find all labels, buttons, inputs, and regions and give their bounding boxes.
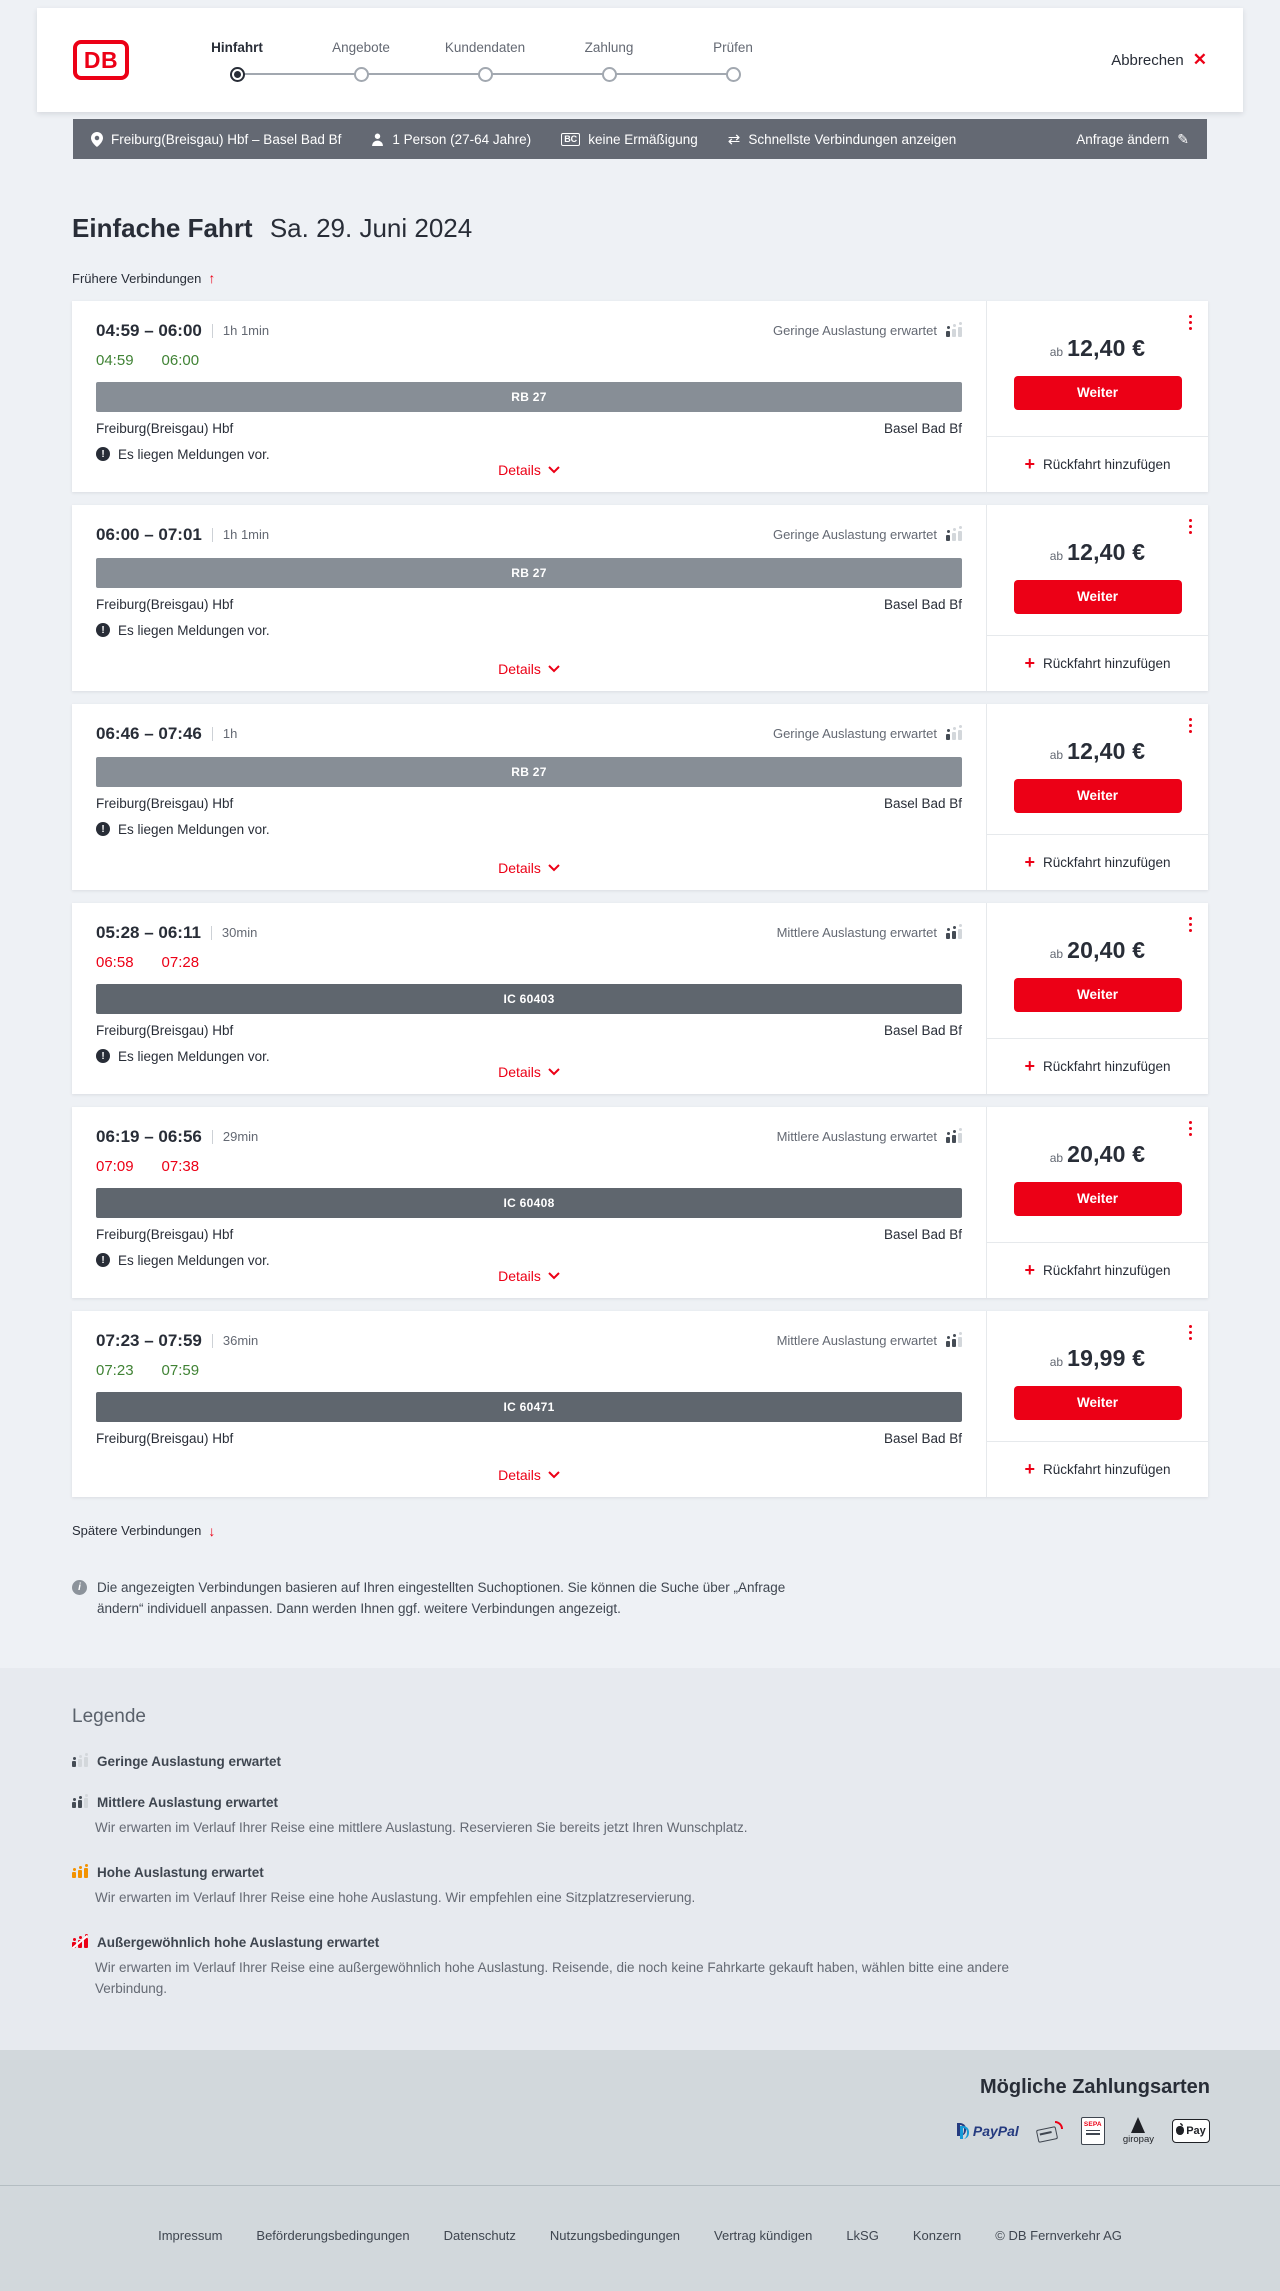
legend-item-extreme: Außergewöhnlich hohe Auslastung erwartet Wir erwarten im Verlauf Ihrer Reise eine außergewöhnlich hohe Auslastung. Reisende, die noch keine Fahrkarte gekauft haben, wählen bitte eine andere Verbindung. <box>72 1935 1208 2000</box>
price: ab 12,40 € <box>1049 334 1146 361</box>
price: ab 12,40 € <box>1049 538 1146 565</box>
booking-panel <box>986 903 1208 1094</box>
train-label: RB 27 <box>511 565 547 580</box>
step-kundendaten[interactable]: Kundendaten <box>423 40 547 82</box>
stations-row <box>96 1227 962 1242</box>
messages-label: Es liegen Meldungen vor. <box>118 1252 270 1268</box>
connection-summary <box>72 301 986 492</box>
train-label: RB 27 <box>511 389 547 404</box>
later-connections-button[interactable]: Spätere Verbindungen ↓ <box>72 1522 216 1539</box>
booking-panel <box>986 1107 1208 1298</box>
step-dot-icon <box>726 67 741 82</box>
train-line-bar[interactable] <box>96 757 962 787</box>
train-line-bar[interactable] <box>96 382 962 412</box>
occupancy-label: Mittlere Auslastung erwartet <box>776 925 937 940</box>
plus-icon: + <box>1024 454 1035 474</box>
train-line-bar[interactable] <box>96 984 962 1014</box>
price: ab 20,40 € <box>1049 936 1146 963</box>
divider <box>211 926 212 940</box>
occupancy-label: Mittlere Auslastung erwartet <box>776 1333 937 1348</box>
train-label: IC 60408 <box>503 1195 555 1210</box>
apple-pay-icon: Pay <box>1172 2119 1210 2143</box>
occupancy-label: Geringe Auslastung erwartet <box>772 527 937 542</box>
connection-summary <box>72 704 986 890</box>
filter-summary <box>728 132 957 147</box>
messages-row <box>96 447 962 462</box>
close-icon: ✕ <box>1192 50 1207 69</box>
footer-link-nutzungsbedingungen[interactable]: Nutzungsbedingungen <box>549 2227 681 2243</box>
step-angebote[interactable]: Angebote <box>299 40 423 82</box>
add-return-button[interactable]: + Rückfahrt hinzufügen <box>1024 1459 1171 1479</box>
connection-summary <box>72 1107 986 1298</box>
cancel-button[interactable] <box>1111 50 1207 70</box>
connection-card <box>72 1311 1208 1497</box>
planned-times: 04:59 – 06:00 <box>96 320 202 340</box>
occupancy-extreme-icon <box>72 1936 88 1948</box>
paypal-icon: PayPal <box>957 2123 1019 2139</box>
price: ab 12,40 € <box>1049 737 1146 764</box>
add-return-button[interactable]: + Rückfahrt hinzufügen <box>1024 454 1171 474</box>
arrow-down-icon: ↓ <box>208 1522 216 1539</box>
db-logo <box>73 40 129 80</box>
realtime-departure: 06:58 <box>96 953 134 971</box>
alert-icon: ! <box>96 822 110 836</box>
train-line-bar[interactable] <box>96 558 962 588</box>
details-button[interactable]: Details <box>498 1064 560 1080</box>
realtime-arrival: 06:00 <box>161 351 200 369</box>
payment-methods <box>70 2117 1210 2145</box>
divider <box>212 727 213 741</box>
legend-desc: Wir erwarten im Verlauf Ihrer Reise eine außergewöhnlich hohe Auslastung. Reisende, die noch keine Fahrkarte gekauft haben, wählen bitte eine andere Verbindung. <box>95 1959 1010 1996</box>
departure-station: Freiburg(Breisgau) Hbf <box>96 1430 234 1446</box>
duration: 30min <box>221 925 258 940</box>
train-line-bar[interactable] <box>96 1392 962 1422</box>
connection-card <box>72 903 1208 1094</box>
connection-summary <box>72 1311 986 1497</box>
departure-station: Freiburg(Breisgau) Hbf <box>96 1022 234 1038</box>
connection-summary <box>72 505 986 691</box>
departure-station: Freiburg(Breisgau) Hbf <box>96 795 234 811</box>
alert-icon: ! <box>96 447 110 461</box>
alert-icon: ! <box>96 623 110 637</box>
contactless-card-icon <box>1037 2121 1063 2141</box>
realtime-times <box>96 954 962 971</box>
plus-icon: + <box>1024 1056 1035 1076</box>
payment-title: Mögliche Zahlungsarten <box>979 2075 1210 2098</box>
occupancy-low-icon <box>72 1755 88 1767</box>
legend-desc: Wir erwarten im Verlauf Ihrer Reise eine mittlere Auslastung. Reservieren Sie bereits jetzt Ihren Wunschplatz. <box>95 1819 748 1835</box>
connection-card <box>72 301 1208 492</box>
footer-link-konzern[interactable]: Konzern <box>912 2227 962 2243</box>
results-main <box>0 159 1280 1666</box>
departure-station: Freiburg(Breisgau) Hbf <box>96 596 234 612</box>
realtime-arrival: 07:28 <box>161 953 200 971</box>
messages-label: Es liegen Meldungen vor. <box>118 1048 270 1064</box>
occupancy-label: Geringe Auslastung erwartet <box>772 323 937 338</box>
realtime-departure: 07:23 <box>96 1361 134 1379</box>
passengers-text: 1 Person (27-64 Jahre) <box>392 131 532 147</box>
footer-link-lksg[interactable]: LkSG <box>846 2227 879 2243</box>
divider <box>212 1334 213 1348</box>
legend-section <box>0 1668 1280 2050</box>
messages-row <box>96 1253 962 1268</box>
step-dot-icon <box>354 67 369 82</box>
giropay-icon: giropay <box>1123 2117 1154 2145</box>
earlier-connections-button[interactable]: Frühere Verbindungen ↑ <box>72 270 216 286</box>
arrow-up-icon: ↑ <box>208 270 216 286</box>
passengers-summary <box>371 132 531 147</box>
divider <box>212 528 213 542</box>
booking-panel <box>986 704 1208 890</box>
filter-text: Schnellste Verbindungen anzeigen <box>748 131 957 147</box>
alert-icon: ! <box>96 1253 110 1267</box>
journey-date: Sa. 29. Juni 2024 <box>269 213 473 243</box>
add-return-button[interactable]: + Rückfahrt hinzufügen <box>1024 852 1171 872</box>
continue-button[interactable]: Weiter <box>1014 580 1182 614</box>
occupancy-label: Mittlere Auslastung erwartet <box>776 1129 937 1144</box>
person-icon <box>371 133 384 146</box>
realtime-arrival: 07:59 <box>161 1361 200 1379</box>
connection-card <box>72 704 1208 890</box>
duration: 1h <box>222 726 238 741</box>
more-options-button[interactable] <box>1185 1321 1197 1345</box>
legend-title: Legende <box>72 1705 146 1727</box>
messages-row <box>96 822 962 837</box>
planned-times: 05:28 – 06:11 <box>96 922 201 942</box>
continue-button[interactable]: Weiter <box>1014 779 1182 813</box>
add-return-button[interactable]: + Rückfahrt hinzufügen <box>1024 1260 1171 1280</box>
step-dot-active-icon <box>230 67 245 82</box>
arrival-station: Basel Bad Bf <box>883 1022 962 1038</box>
sepa-lastschrift-icon: SEPA <box>1081 2117 1105 2145</box>
bahncard-icon: BC <box>561 133 580 146</box>
messages-label: Es liegen Meldungen vor. <box>118 821 270 837</box>
occupancy-low-icon <box>946 325 962 337</box>
realtime-departure: 04:59 <box>96 351 134 369</box>
duration: 36min <box>222 1333 259 1348</box>
occupancy-low-icon <box>946 529 962 541</box>
more-options-button[interactable] <box>1185 714 1197 738</box>
more-options-button[interactable] <box>1185 311 1197 335</box>
duration: 1h 1min <box>222 527 270 542</box>
discount-text: keine Ermäßigung <box>588 131 698 147</box>
more-options-button[interactable] <box>1185 1117 1197 1141</box>
duration: 29min <box>222 1129 259 1144</box>
connection-card <box>72 1107 1208 1298</box>
step-hinfahrt[interactable]: Hinfahrt <box>175 40 299 82</box>
continue-button[interactable]: Weiter <box>1014 1182 1182 1216</box>
legend-item-high: Hohe Auslastung erwartet Wir erwarten im Verlauf Ihrer Reise eine hohe Auslastung. Wir empfehlen eine Sitzplatzreservierung. <box>72 1865 1208 1909</box>
occupancy-label: Geringe Auslastung erwartet <box>772 726 937 741</box>
payment-section <box>0 2050 1280 2185</box>
occupancy-high-icon <box>72 1866 88 1878</box>
realtime-times <box>96 1158 962 1175</box>
db-logo-text: DB <box>83 46 119 73</box>
chevron-down-icon <box>548 1068 560 1076</box>
arrival-station: Basel Bad Bf <box>883 420 962 436</box>
progress-steps <box>175 38 795 82</box>
booking-panel <box>986 505 1208 691</box>
arrival-station: Basel Bad Bf <box>883 795 962 811</box>
app-header <box>37 8 1243 112</box>
step-zahlung[interactable]: Zahlung <box>547 40 671 82</box>
continue-button[interactable]: Weiter <box>1014 1386 1182 1420</box>
chevron-down-icon <box>548 1471 560 1479</box>
price: ab 19,99 € <box>1049 1344 1146 1371</box>
step-pruefen[interactable]: Prüfen <box>671 40 795 82</box>
legend-item-mid: Mittlere Auslastung erwartet Wir erwarten im Verlauf Ihrer Reise eine mittlere Auslastung. Reservieren Sie bereits jetzt Ihren Wunschplatz. <box>72 1795 1208 1839</box>
departure-station: Freiburg(Breisgau) Hbf <box>96 1226 234 1242</box>
stations-row <box>96 1431 962 1446</box>
connection-card <box>72 505 1208 691</box>
footer-link-datenschutz[interactable]: Datenschutz <box>443 2227 516 2243</box>
info-icon: i <box>72 1580 87 1595</box>
occupancy-mid-icon <box>72 1796 88 1808</box>
planned-times: 07:23 – 07:59 <box>96 1330 202 1350</box>
messages-label: Es liegen Meldungen vor. <box>118 622 270 638</box>
occupancy-mid-icon <box>946 1131 962 1143</box>
journey-type: Einfache Fahrt <box>72 213 253 243</box>
details-button[interactable]: Details <box>498 860 560 876</box>
edit-request-label: Anfrage ändern <box>1076 131 1170 147</box>
edit-request-button[interactable] <box>1076 131 1189 148</box>
realtime-departure: 07:09 <box>96 1157 134 1175</box>
stations-row <box>96 796 962 811</box>
occupancy-mid-icon <box>946 927 962 939</box>
arrival-station: Basel Bad Bf <box>883 1226 962 1242</box>
site-footer <box>0 2185 1280 2291</box>
step-dot-icon <box>602 67 617 82</box>
connection-list <box>72 301 1208 1497</box>
legend-item-low: Geringe Auslastung erwartet <box>72 1754 1208 1769</box>
add-return-button[interactable]: + Rückfahrt hinzufügen <box>1024 653 1171 673</box>
planned-times: 06:00 – 07:01 <box>96 524 202 544</box>
plus-icon: + <box>1024 852 1035 872</box>
route-text: Freiburg(Breisgau) Hbf – Basel Bad Bf <box>111 131 342 147</box>
planned-times: 06:19 – 06:56 <box>96 1126 202 1146</box>
plus-icon: + <box>1024 1459 1035 1479</box>
continue-button[interactable]: Weiter <box>1014 376 1182 410</box>
chevron-down-icon <box>548 864 560 872</box>
more-options-button[interactable] <box>1185 913 1197 937</box>
train-label: RB 27 <box>511 764 547 779</box>
swap-arrows-icon: ⇄ <box>727 130 741 148</box>
arrival-station: Basel Bad Bf <box>883 1430 962 1446</box>
messages-row <box>96 623 962 638</box>
chevron-down-icon <box>548 665 560 673</box>
plus-icon: + <box>1024 653 1035 673</box>
chevron-down-icon <box>548 466 560 474</box>
footer-link-impressum[interactable]: Impressum <box>158 2227 223 2243</box>
query-summary-bar <box>73 119 1207 159</box>
planned-times: 06:46 – 07:46 <box>96 723 202 743</box>
booking-panel <box>986 301 1208 492</box>
connection-summary <box>72 903 986 1094</box>
page-title <box>72 213 1208 244</box>
duration: 1h 1min <box>222 323 270 338</box>
discount-summary <box>561 132 698 147</box>
alert-icon: ! <box>96 1049 110 1063</box>
occupancy-mid-icon <box>946 1335 962 1347</box>
details-button[interactable]: Details <box>498 1268 560 1284</box>
footer-link-befoerderungsbedingungen[interactable]: Beförderungsbedingungen <box>256 2227 410 2243</box>
details-button[interactable]: Details <box>498 1467 560 1483</box>
divider <box>212 1130 213 1144</box>
train-label: IC 60471 <box>503 1399 555 1414</box>
chevron-down-icon <box>548 1272 560 1280</box>
more-options-button[interactable] <box>1185 515 1197 539</box>
legend-desc: Wir erwarten im Verlauf Ihrer Reise eine hohe Auslastung. Wir empfehlen eine Sitzplatzreservierung. <box>95 1889 696 1905</box>
booking-panel <box>986 1311 1208 1497</box>
details-button[interactable]: Details <box>498 661 560 677</box>
step-dot-icon <box>478 67 493 82</box>
train-line-bar[interactable] <box>96 1188 962 1218</box>
price: ab 20,40 € <box>1049 1140 1146 1167</box>
messages-label: Es liegen Meldungen vor. <box>118 446 270 462</box>
search-options-note <box>72 1578 792 1620</box>
stations-row <box>96 1023 962 1038</box>
departure-station: Freiburg(Breisgau) Hbf <box>96 420 234 436</box>
realtime-times <box>96 1362 962 1379</box>
add-return-button[interactable]: + Rückfahrt hinzufügen <box>1024 1056 1171 1076</box>
pencil-icon: ✎ <box>1177 130 1189 147</box>
messages-row <box>96 1049 962 1064</box>
plus-icon: + <box>1024 1260 1035 1280</box>
realtime-arrival: 07:38 <box>161 1157 200 1175</box>
realtime-times <box>96 352 962 369</box>
footer-link-vertrag-kuendigen[interactable]: Vertrag kündigen <box>714 2227 813 2243</box>
arrival-station: Basel Bad Bf <box>883 596 962 612</box>
cancel-label: Abbrechen <box>1111 51 1184 69</box>
stations-row <box>96 421 962 436</box>
divider <box>212 324 213 338</box>
copyright: © DB Fernverkehr AG <box>995 2227 1122 2243</box>
location-pin-icon <box>91 132 103 147</box>
train-label: IC 60403 <box>503 991 555 1006</box>
stations-row <box>96 597 962 612</box>
route-summary <box>91 132 341 147</box>
info-text: Die angezeigten Verbindungen basieren auf Ihren eingestellten Suchoptionen. Sie können die Suche über „Anfrage ändern“ individuell anpassen. Dann werden Ihnen ggf. weitere Verbindungen angezeigt. <box>97 1580 786 1616</box>
occupancy-low-icon <box>946 728 962 740</box>
continue-button[interactable]: Weiter <box>1014 978 1182 1012</box>
details-button[interactable]: Details <box>498 462 560 478</box>
